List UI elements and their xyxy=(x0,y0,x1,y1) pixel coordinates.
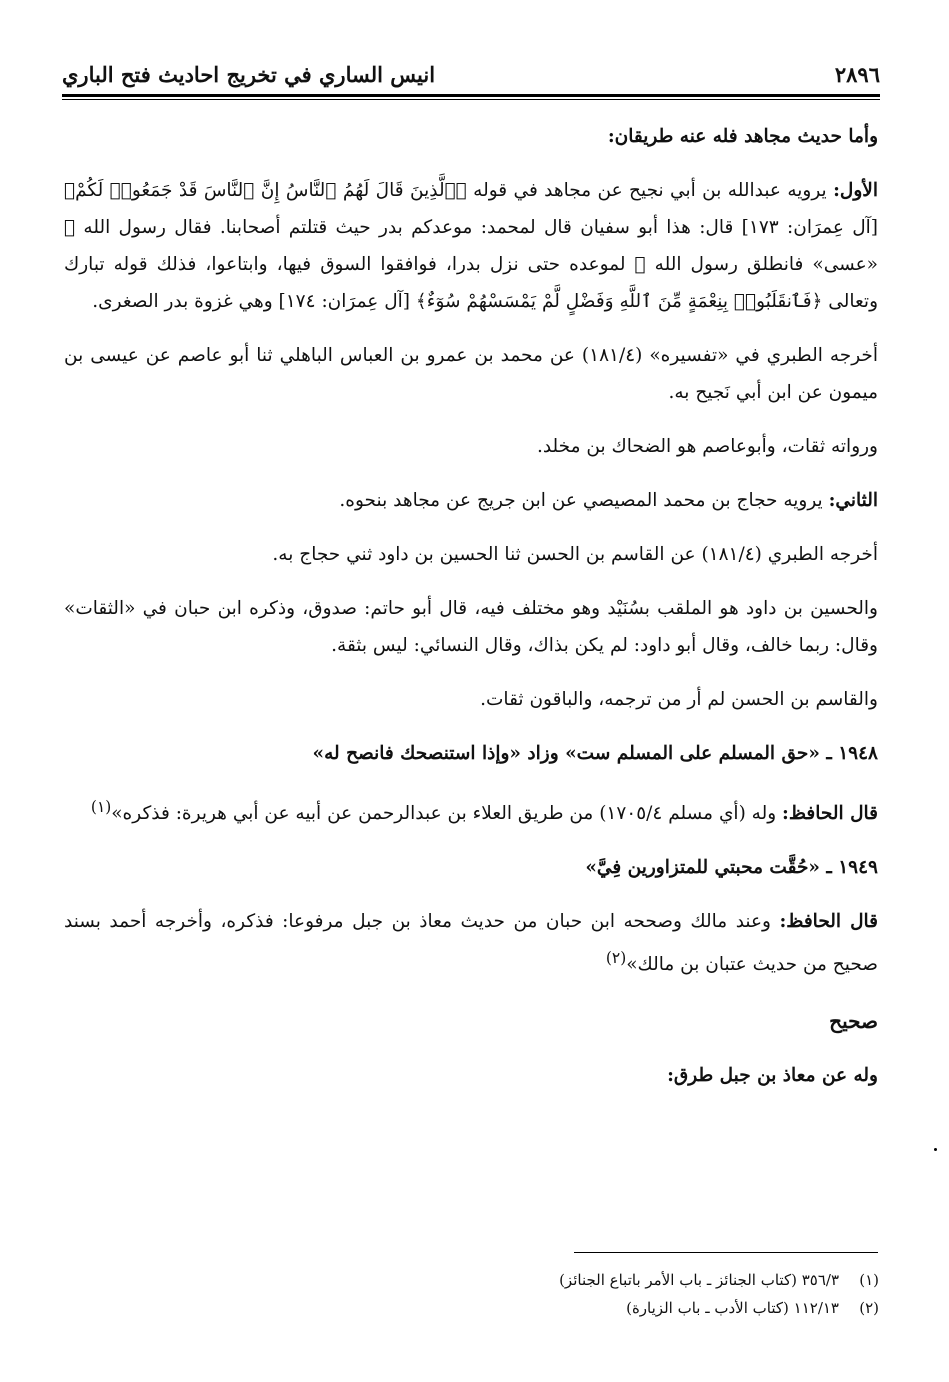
header-rule-thick xyxy=(62,94,880,97)
text-first: يرويه عبدالله بن أبي نجيح عن مجاهد في قوله ﴿ٱلَّذِينَ قَالَ لَهُمُ ٱلنَّاسُ إِنَّ ٱلنَّاسَ قَدْ جَمَعُوا۟ لَكُمْ﴾ [آل عِمرَان: ١٧٣] قال: هذا أبو سفيان قال لمحمد: موعدكم بدر حيث قتلتم أصحابنا. فقال رسول الله ﷺ «عسى» فانطلق رسول الله ﷺ لموعده حتى نزل بدرا، فوافقوا السوق فيها، وابتاعوا، فذلك قوله تبارك وتعالى ﴿فَٱنقَلَبُوا۟ بِنِعْمَةٍ مِّنَ ٱللَّهِ وَفَضْلٍ لَّمْ يَمْسَسْهُمْ سُوٓءٌ﴾ [آل عِمرَان: ١٧٤] وهي غزوة بدر الصغرى. xyxy=(64,180,878,312)
paragraph-hafiz-1948 xyxy=(64,789,878,832)
text-hafiz-1: وله (أي مسلم ١٧٠٥/٤) من طريق العلاء بن عبدالرحمن عن أبيه عن أبي هريرة: فذكره» xyxy=(111,803,783,825)
page-body xyxy=(64,118,878,1111)
label-second: الثاني: xyxy=(828,490,878,511)
footnote-1 xyxy=(459,1266,879,1294)
label-hafiz-1: قال الحافظ: xyxy=(782,803,878,825)
text-second: يرويه حجاج بن محمد المصيصي عن ابن جريج عن مجاهد بنحوه. xyxy=(339,490,829,511)
label-first: الأول: xyxy=(833,180,878,201)
hadith-heading-1949: ١٩٤٩ ـ «حُقَّت محبتي للمتزاورين فِيَّ» xyxy=(585,857,878,879)
paragraph-second-route xyxy=(64,482,878,519)
footnote-text: ١١٢/١٣ (كتاب الأدب ـ باب الزيارة) xyxy=(626,1299,839,1317)
paragraph-takhrij-1: أخرجه الطبري في «تفسيره» (١٨١/٤) عن محمد بن عمرو بن العباس الباهلي ثنا أبو عاصم عن عيسى بن ميمون عن ابن أبي نَجيح به. xyxy=(64,345,878,403)
section-intro: وأما حديث مجاهد فله عنه طريقان: xyxy=(607,126,878,147)
footnotes xyxy=(459,1266,879,1322)
footnote-number: (٢) xyxy=(859,1299,879,1317)
label-hafiz-2: قال الحافظ: xyxy=(779,911,879,933)
paragraph-narrators-1: ورواته ثقات، وأبوعاصم هو الضحاك بن مخلد. xyxy=(536,436,878,457)
paragraph-husayn: والحسين بن داود هو الملقب بسُنَيْد وهو مختلف فيه، قال أبو حاتم: صدوق، وذكره ابن حبان في «الثقات» وقال: ربما خالف، وقال أبو داود: لم يكن بذاك، وقال النسائي: ليس بثقة. xyxy=(64,598,878,656)
verdict-sahih: صحيح xyxy=(829,1009,878,1034)
paragraph-muadh-routes: وله عن معاذ بن جبل طرق: xyxy=(667,1065,878,1087)
page-header xyxy=(62,56,880,92)
scan-speck xyxy=(934,1148,937,1151)
header-rule-thin xyxy=(62,99,880,100)
footnote-ref-1[interactable]: (١) xyxy=(90,798,112,816)
hadith-heading-1948: ١٩٤٨ ـ «حق المسلم على المسلم ست» وزاد «وإذا استنصحك فانصح له» xyxy=(312,743,878,764)
footnote-separator xyxy=(574,1252,878,1253)
book-title: انيس الساري في تخريج احاديث فتح الباري xyxy=(62,61,436,87)
paragraph-first-route xyxy=(64,172,878,320)
paragraph-qasim: والقاسم بن الحسن لم أر من ترجمه، والباقون ثقات. xyxy=(480,689,878,710)
footnote-ref-2[interactable]: (٢) xyxy=(605,949,627,968)
text-hafiz-2: وعند مالك وصححه ابن حبان من حديث معاذ بن جبل مرفوعا: فذكره، وأخرجه أحمد بسند صحيح من حديث عتبان بن مالك» xyxy=(64,911,878,976)
footnote-text: ٣٥٦/٣ (كتاب الجنائز ـ باب الأمر باتباع الجنائز) xyxy=(559,1271,839,1289)
page-number: ٢٨٩٦ xyxy=(834,61,880,87)
paragraph-hafiz-1949 xyxy=(64,903,878,983)
paragraph-takhrij-2: أخرجه الطبري (١٨١/٤) عن القاسم بن الحسن ثنا الحسين بن داود ثني حجاج به. xyxy=(272,544,878,565)
footnote-2 xyxy=(459,1294,879,1322)
footnote-number: (١) xyxy=(859,1271,879,1289)
